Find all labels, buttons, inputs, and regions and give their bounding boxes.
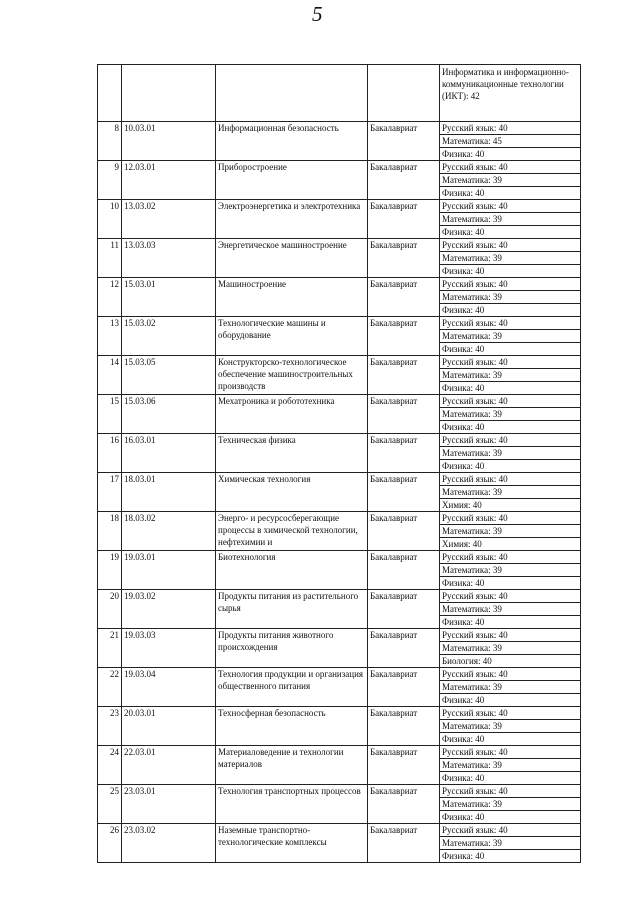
exam-cell: Математика: 39	[440, 720, 581, 733]
exam-cell: Русский язык: 40	[440, 395, 581, 408]
exam-cell: Математика: 39	[440, 837, 581, 850]
exam-cell: Физика: 40	[440, 811, 581, 824]
exam-cell: Русский язык: 40	[440, 239, 581, 252]
exam-cell: Русский язык: 40	[440, 551, 581, 564]
education-level: Бакалавриат	[368, 278, 440, 317]
cell-level-empty	[368, 65, 440, 122]
exam-cell: Русский язык: 40	[440, 122, 581, 135]
exam-cell: Физика: 40	[440, 616, 581, 629]
exam-cell: Русский язык: 40	[440, 473, 581, 486]
exam-cell: Русский язык: 40	[440, 629, 581, 642]
exam-cell: Математика: 39	[440, 291, 581, 304]
education-level: Бакалавриат	[368, 590, 440, 629]
row-number: 17	[98, 473, 122, 512]
exam-cell: Математика: 39	[440, 486, 581, 499]
table-row	[98, 356, 581, 369]
education-level: Бакалавриат	[368, 824, 440, 863]
education-level: Бакалавриат	[368, 785, 440, 824]
exam-cell: Химия: 40	[440, 538, 581, 551]
table-row	[98, 278, 581, 291]
exam-cell: Русский язык: 40	[440, 161, 581, 174]
exam-cell: Русский язык: 40	[440, 746, 581, 759]
direction-name: Продукты питания из растительного сырья	[216, 590, 368, 629]
exam-cell: Математика: 45	[440, 135, 581, 148]
table-row	[98, 590, 581, 603]
exam-cell: Математика: 39	[440, 213, 581, 226]
education-level: Бакалавриат	[368, 473, 440, 512]
direction-code: 15.03.06	[122, 395, 216, 434]
direction-name: Наземные транспортно-технологические комплексы	[216, 824, 368, 863]
row-number: 22	[98, 668, 122, 707]
direction-code: 10.03.01	[122, 122, 216, 161]
exam-cell: Физика: 40	[440, 382, 581, 395]
exam-cell: Химия: 40	[440, 499, 581, 512]
table-row	[98, 551, 581, 564]
table-row	[98, 65, 581, 122]
row-number: 10	[98, 200, 122, 239]
direction-name: Конструкторско-технологическое обеспечение машиностроительных производств	[216, 356, 368, 395]
education-level: Бакалавриат	[368, 551, 440, 590]
row-number: 24	[98, 746, 122, 785]
education-level: Бакалавриат	[368, 122, 440, 161]
exam-cell: Математика: 39	[440, 408, 581, 421]
table-row	[98, 317, 581, 330]
table-body	[98, 65, 581, 863]
direction-name: Техносферная безопасность	[216, 707, 368, 746]
row-number: 13	[98, 317, 122, 356]
row-number: 8	[98, 122, 122, 161]
table-row	[98, 239, 581, 252]
exam-cell: Физика: 40	[440, 850, 581, 863]
direction-name: Машиностроение	[216, 278, 368, 317]
table-row	[98, 434, 581, 447]
direction-code: 15.03.02	[122, 317, 216, 356]
direction-name: Материаловедение и технологии материалов	[216, 746, 368, 785]
education-level: Бакалавриат	[368, 395, 440, 434]
table-row	[98, 824, 581, 837]
education-level: Бакалавриат	[368, 356, 440, 395]
exam-cell: Русский язык: 40	[440, 278, 581, 291]
table-row	[98, 122, 581, 135]
exam-cell: Русский язык: 40	[440, 434, 581, 447]
table-row	[98, 395, 581, 408]
table-row	[98, 200, 581, 213]
exam-cell: Физика: 40	[440, 343, 581, 356]
direction-name: Информационная безопасность	[216, 122, 368, 161]
exam-cell: Математика: 39	[440, 798, 581, 811]
direction-code: 19.03.02	[122, 590, 216, 629]
direction-code: 13.03.02	[122, 200, 216, 239]
row-number: 25	[98, 785, 122, 824]
direction-name: Технологические машины и оборудование	[216, 317, 368, 356]
row-number: 23	[98, 707, 122, 746]
exam-cell: Русский язык: 40	[440, 512, 581, 525]
exam-cell: Математика: 39	[440, 681, 581, 694]
table-row	[98, 161, 581, 174]
table-row	[98, 668, 581, 681]
row-number: 26	[98, 824, 122, 863]
education-level: Бакалавриат	[368, 239, 440, 278]
exam-cell: Математика: 39	[440, 369, 581, 382]
exam-cell: Математика: 39	[440, 642, 581, 655]
exam-cell: Физика: 40	[440, 694, 581, 707]
direction-code: 18.03.02	[122, 512, 216, 551]
exam-cell: Математика: 39	[440, 525, 581, 538]
page-number: 5	[312, 2, 323, 26]
exam-cell: Математика: 39	[440, 564, 581, 577]
row-number: 21	[98, 629, 122, 668]
direction-name: Техническая физика	[216, 434, 368, 473]
education-level: Бакалавриат	[368, 161, 440, 200]
table-row	[98, 746, 581, 759]
exam-cell: Русский язык: 40	[440, 317, 581, 330]
direction-code: 16.03.01	[122, 434, 216, 473]
exam-cell: Физика: 40	[440, 187, 581, 200]
admission-table	[97, 64, 581, 863]
direction-name: Приборостроение	[216, 161, 368, 200]
table-row	[98, 473, 581, 486]
row-number: 15	[98, 395, 122, 434]
exam-cell: Биология: 40	[440, 655, 581, 668]
exam-cell: Математика: 39	[440, 252, 581, 265]
exam-cell: Математика: 39	[440, 330, 581, 343]
row-number: 9	[98, 161, 122, 200]
education-level: Бакалавриат	[368, 317, 440, 356]
exam-cell: Физика: 40	[440, 772, 581, 785]
exam-cell: Русский язык: 40	[440, 824, 581, 837]
exam-cell: Физика: 40	[440, 577, 581, 590]
row-number: 18	[98, 512, 122, 551]
cell-name-empty	[216, 65, 368, 122]
direction-code: 15.03.05	[122, 356, 216, 395]
exam-cell: Русский язык: 40	[440, 590, 581, 603]
direction-code: 19.03.04	[122, 668, 216, 707]
cell-num-empty	[98, 65, 122, 122]
direction-code: 22.03.01	[122, 746, 216, 785]
row-number: 20	[98, 590, 122, 629]
row-number: 11	[98, 239, 122, 278]
exam-cell: Физика: 40	[440, 148, 581, 161]
exam-cell: Физика: 40	[440, 265, 581, 278]
direction-name: Энерго- и ресурсосберегающие процессы в химической технологии, нефтехимии и	[216, 512, 368, 551]
row-number: 16	[98, 434, 122, 473]
direction-name: Энергетическое машиностроение	[216, 239, 368, 278]
direction-code: 15.03.01	[122, 278, 216, 317]
direction-code: 20.03.01	[122, 707, 216, 746]
table-row	[98, 785, 581, 798]
direction-name: Технология транспортных процессов	[216, 785, 368, 824]
exam-cell: Физика: 40	[440, 226, 581, 239]
direction-name: Продукты питания животного происхождения	[216, 629, 368, 668]
education-level: Бакалавриат	[368, 434, 440, 473]
table-row	[98, 629, 581, 642]
direction-name: Биотехнология	[216, 551, 368, 590]
exam-cell: Физика: 40	[440, 460, 581, 473]
direction-name: Электроэнергетика и электротехника	[216, 200, 368, 239]
table-row	[98, 512, 581, 525]
direction-code: 13.03.03	[122, 239, 216, 278]
direction-code: 19.03.01	[122, 551, 216, 590]
direction-code: 12.03.01	[122, 161, 216, 200]
education-level: Бакалавриат	[368, 746, 440, 785]
exam-cell: Математика: 39	[440, 447, 581, 460]
exam-cell: Математика: 39	[440, 174, 581, 187]
education-level: Бакалавриат	[368, 629, 440, 668]
exam-cell: Русский язык: 40	[440, 668, 581, 681]
row-number: 19	[98, 551, 122, 590]
direction-name: Мехатроника и робототехника	[216, 395, 368, 434]
direction-code: 19.03.03	[122, 629, 216, 668]
exam-cell: Математика: 39	[440, 759, 581, 772]
education-level: Бакалавриат	[368, 512, 440, 551]
direction-code: 23.03.02	[122, 824, 216, 863]
exam-cell: Русский язык: 40	[440, 785, 581, 798]
direction-code: 18.03.01	[122, 473, 216, 512]
exam-cell: Русский язык: 40	[440, 200, 581, 213]
direction-code: 23.03.01	[122, 785, 216, 824]
exam-cell: Физика: 40	[440, 304, 581, 317]
table-row	[98, 707, 581, 720]
education-level: Бакалавриат	[368, 707, 440, 746]
exam-cell: Информатика и информационно-коммуникационные технологии (ИКТ): 42	[440, 65, 581, 122]
exam-cell: Русский язык: 40	[440, 707, 581, 720]
exam-cell: Физика: 40	[440, 421, 581, 434]
cell-code-empty	[122, 65, 216, 122]
direction-name: Технология продукции и организация общественного питания	[216, 668, 368, 707]
row-number: 14	[98, 356, 122, 395]
exam-cell: Физика: 40	[440, 733, 581, 746]
direction-name: Химическая технология	[216, 473, 368, 512]
exam-cell: Математика: 39	[440, 603, 581, 616]
education-level: Бакалавриат	[368, 668, 440, 707]
education-level: Бакалавриат	[368, 200, 440, 239]
exam-cell: Русский язык: 40	[440, 356, 581, 369]
row-number: 12	[98, 278, 122, 317]
